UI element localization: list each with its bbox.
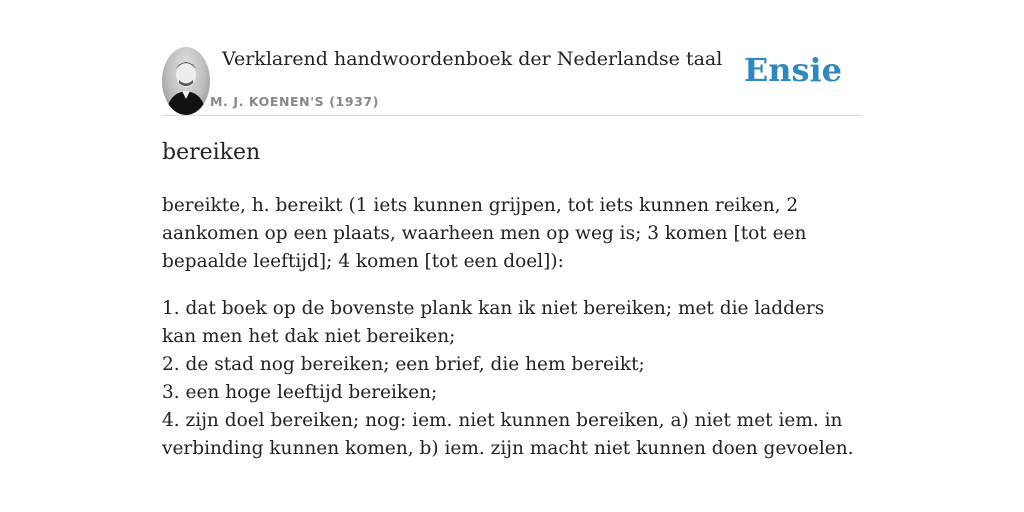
entry-examples [162, 295, 862, 463]
example-item: 3. een hoge leeftijd bereiken; [162, 382, 438, 403]
book-title: Verklarend handwoordenboek der Nederlandse taal [222, 48, 723, 70]
header [162, 44, 862, 116]
entry-definition: bereikte, h. bereikt (1 iets kunnen grijpen, tot iets kunnen reiken, 2 aankomen op een plaats, waarheen men op weg is; 3 komen [tot een bepaalde leeftijd]; 4 komen [tot een doel]): [162, 195, 807, 272]
entry-headword: bereiken [162, 140, 261, 165]
author-credit: M. J. KOENEN'S (1937) [210, 94, 380, 109]
example-item: 1. dat boek op de bovenste plank kan ik niet bereiken; met die ladders kan men het dak niet bereiken; [162, 298, 825, 347]
example-item: 2. de stad nog bereiken; een brief, die hem bereikt; [162, 354, 645, 375]
brand-logo-link[interactable]: Ensie [743, 51, 842, 89]
example-item: 4. zijn doel bereiken; nog: iem. niet kunnen bereiken, a) niet met iem. in verbinding kunnen komen, b) iem. zijn macht niet kunnen doen gevoelen. [162, 410, 854, 459]
author-portrait [162, 47, 210, 115]
